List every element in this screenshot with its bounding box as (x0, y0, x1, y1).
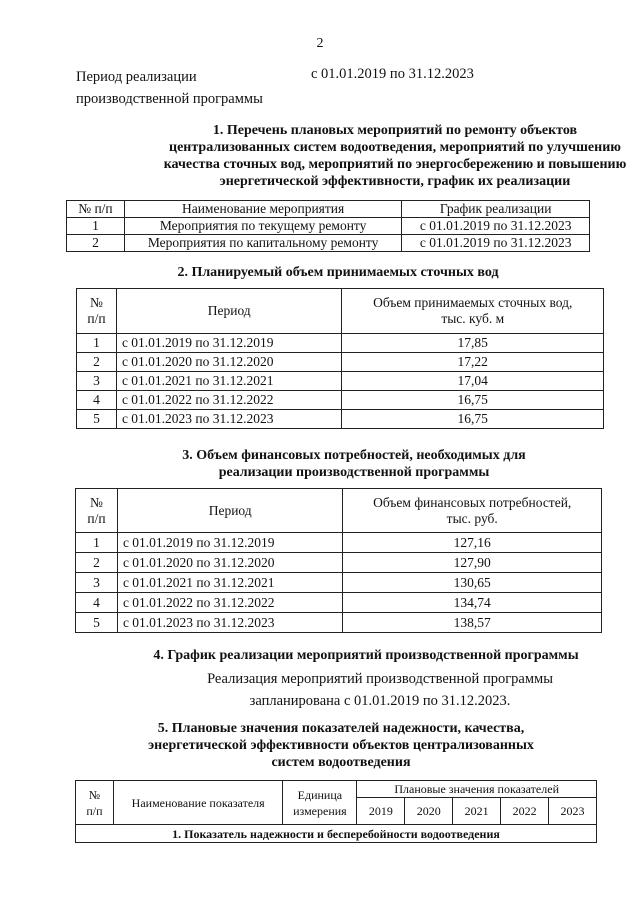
row-name: Мероприятия по капитальному ремонту (124, 235, 401, 252)
period-label-line1: Период реализации (76, 69, 197, 85)
row-name: Мероприятия по текущему ремонту (124, 218, 401, 235)
row-value: 138,57 (343, 613, 602, 633)
row-num: 2 (67, 235, 125, 252)
col-header-indicator: Наименование показателя (113, 781, 283, 825)
table-subsection-row (76, 825, 597, 843)
col-header-volume-line2: тыс. куб. м (441, 311, 505, 326)
period-value: с 01.01.2019 по 31.12.2023 (311, 66, 474, 82)
col-header-year: 2023 (549, 798, 597, 825)
table-row (77, 372, 604, 391)
col-header-finance (343, 489, 602, 533)
row-num: 2 (77, 353, 117, 372)
section4-title: 4. График реализации мероприятий производственной программы (153, 648, 579, 663)
row-period: с 01.01.2021 по 31.12.2021 (116, 372, 342, 391)
col-header-finance-line2: тыс. руб. (446, 510, 498, 526)
row-value: 17,85 (342, 334, 604, 353)
section5-title-line: энергетической эффективности объектов централизованных (148, 738, 534, 753)
col-header-year: 2020 (405, 798, 453, 825)
col-header-unit (283, 781, 357, 825)
row-period: с 01.01.2019 по 31.12.2019 (117, 533, 343, 553)
page-number: 2 (316, 36, 324, 51)
row-value: 134,74 (343, 593, 602, 613)
col-header-name: Наименование мероприятия (124, 201, 401, 218)
section3-title-line: реализации производственной программы (218, 465, 490, 480)
row-num: 5 (77, 410, 117, 429)
period-label (76, 66, 263, 110)
col-header-num-line2: п/п (87, 311, 106, 326)
col-header-volume-line1: Объем принимаемых сточных вод, (373, 295, 573, 310)
table-row (76, 573, 602, 593)
section2-table (76, 288, 604, 429)
section2-title: 2. Планируемый объем принимаемых сточных вод (177, 265, 499, 280)
table-row (77, 391, 604, 410)
row-schedule: с 01.01.2019 по 31.12.2023 (402, 235, 590, 252)
table-header-row (67, 201, 590, 218)
col-header-year: 2021 (453, 798, 501, 825)
row-value: 127,16 (343, 533, 602, 553)
row-period: с 01.01.2022 по 31.12.2022 (117, 593, 343, 613)
section1-table (66, 200, 590, 252)
table-row (76, 533, 602, 553)
row-num: 1 (76, 533, 118, 553)
row-num: 3 (76, 573, 118, 593)
section5-table (75, 780, 597, 843)
row-period: с 01.01.2019 по 31.12.2019 (116, 334, 342, 353)
section3-title-line: 3. Объем финансовых потребностей, необходимых для (182, 448, 526, 463)
table-row (77, 334, 604, 353)
col-header-num (76, 781, 114, 825)
table-row (77, 410, 604, 429)
section1-title-line: централизованных систем водоотведения, мероприятий по улучшению (169, 140, 621, 155)
row-num: 1 (67, 218, 125, 235)
col-header-num-line2: п/п (87, 510, 106, 526)
col-header-num: № п/п (67, 201, 125, 218)
subsection-title: 1. Показатель надежности и бесперебойности водоотведения (76, 825, 597, 843)
col-header-num-line1: № (88, 787, 101, 802)
section4-note-line2: запланирована с 01.01.2019 по 31.12.2023. (249, 693, 511, 709)
section4-note (0, 668, 640, 712)
row-period: с 01.01.2023 по 31.12.2023 (117, 613, 343, 633)
col-header-year: 2019 (357, 798, 405, 825)
row-period: с 01.01.2022 по 31.12.2022 (116, 391, 342, 410)
row-num: 4 (77, 391, 117, 410)
col-header-planned: Плановые значения показателей (357, 781, 597, 798)
row-value: 16,75 (342, 410, 604, 429)
row-period: с 01.01.2021 по 31.12.2021 (117, 573, 343, 593)
row-num: 5 (76, 613, 118, 633)
col-header-num-line1: № (90, 295, 103, 310)
col-header-year: 2022 (501, 798, 549, 825)
col-header-schedule: График реализации (402, 201, 590, 218)
section3-table (75, 488, 602, 633)
row-num: 1 (77, 334, 117, 353)
row-period: с 01.01.2023 по 31.12.2023 (116, 410, 342, 429)
table-row (67, 218, 590, 235)
table-header-row (76, 489, 602, 533)
col-header-num-line2: п/п (86, 803, 103, 818)
table-row (76, 553, 602, 573)
table-row (67, 235, 590, 252)
col-header-unit-line1: Единица (297, 787, 343, 802)
row-value: 17,04 (342, 372, 604, 391)
section1-title (0, 122, 640, 190)
section3-title (0, 447, 640, 481)
col-header-volume (342, 289, 604, 334)
col-header-period: Период (117, 489, 343, 533)
table-row (76, 593, 602, 613)
row-value: 16,75 (342, 391, 604, 410)
table-row (76, 613, 602, 633)
col-header-num (77, 289, 117, 334)
col-header-num (76, 489, 118, 533)
col-header-finance-line1: Объем финансовых потребностей, (373, 494, 572, 510)
col-header-num-line1: № (90, 494, 103, 510)
row-num: 4 (76, 593, 118, 613)
row-value: 17,22 (342, 353, 604, 372)
section4-note-line1: Реализация мероприятий производственной программы (207, 671, 553, 687)
table-header-row (77, 289, 604, 334)
col-header-unit-line2: измерения (293, 803, 347, 818)
row-period: с 01.01.2020 по 31.12.2020 (116, 353, 342, 372)
table-header-row (76, 781, 597, 798)
row-schedule: с 01.01.2019 по 31.12.2023 (402, 218, 590, 235)
table-row (77, 353, 604, 372)
section1-title-line: качества сточных вод, мероприятий по энергосбережению и повышению (163, 157, 627, 172)
section5-title-line: систем водоотведения (271, 755, 411, 770)
section5-title (0, 720, 640, 771)
row-value: 127,90 (343, 553, 602, 573)
row-value: 130,65 (343, 573, 602, 593)
col-header-period: Период (116, 289, 342, 334)
section5-title-line: 5. Плановые значения показателей надежности, качества, (157, 721, 525, 736)
row-period: с 01.01.2020 по 31.12.2020 (117, 553, 343, 573)
row-num: 2 (76, 553, 118, 573)
section1-title-line: энергетической эффективности, график их реализации (219, 174, 571, 189)
row-num: 3 (77, 372, 117, 391)
section1-title-line: 1. Перечень плановых мероприятий по ремонту объектов (212, 123, 578, 138)
period-label-line2: производственной программы (76, 91, 263, 107)
